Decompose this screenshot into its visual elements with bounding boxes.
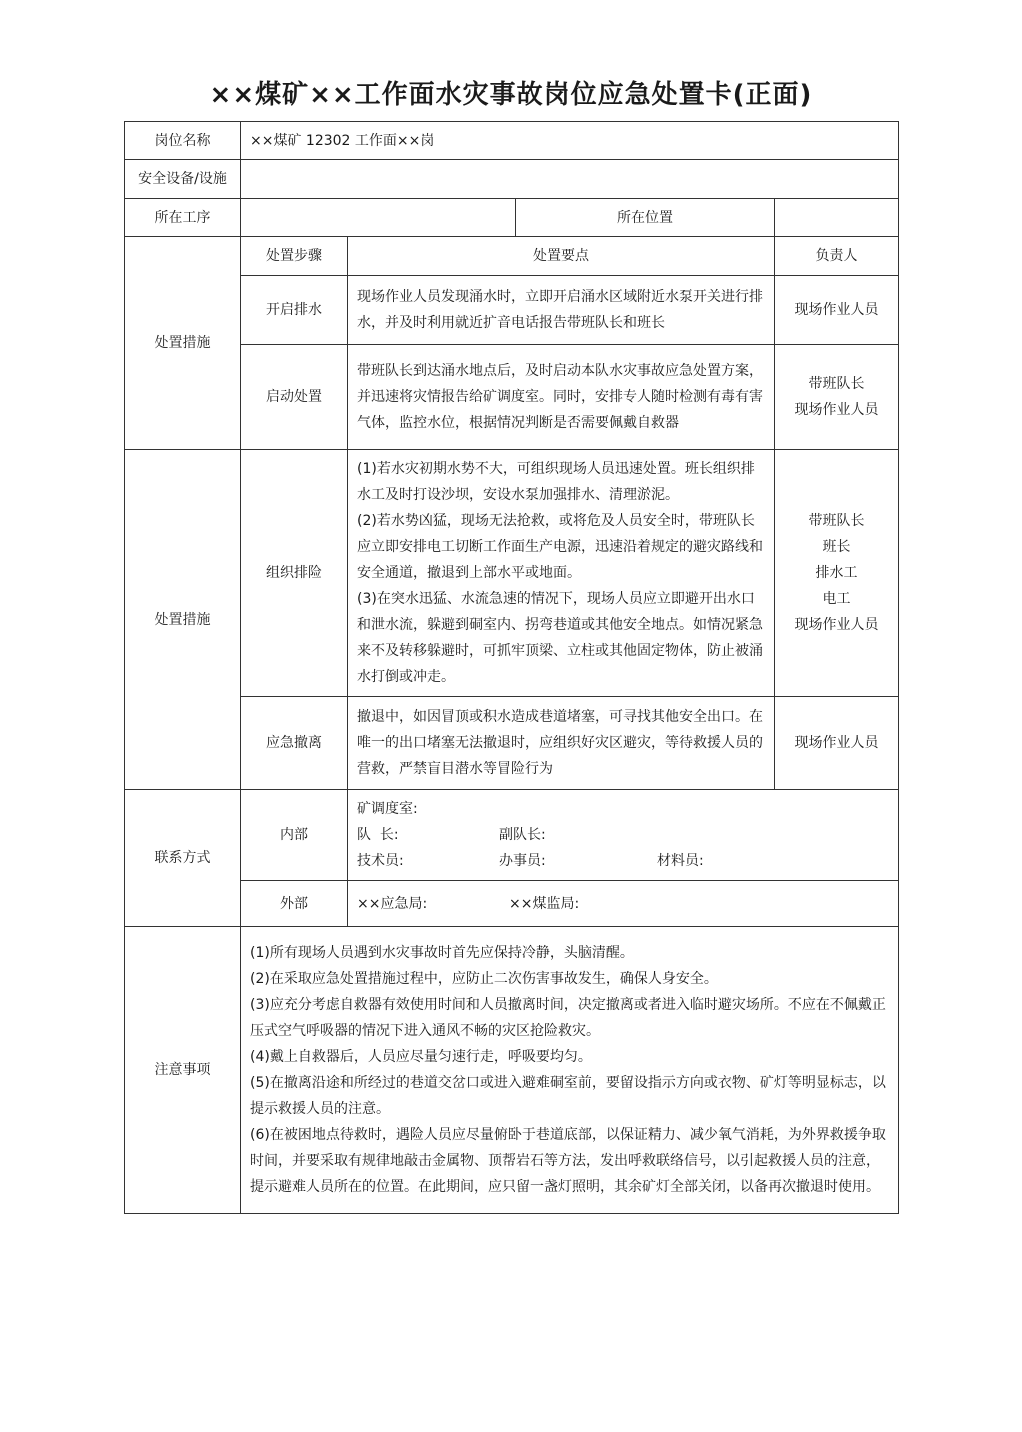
process-label: 所在工序 — [125, 199, 241, 237]
equipment-label: 安全设备/设施 — [125, 160, 241, 199]
note-item: (2)在采取应急处置措施过程中，应防止二次伤害事故发生，确保人身安全。 — [250, 971, 718, 987]
responsible-person: 现场作业人员 — [794, 617, 879, 633]
note-item: (6)在被困地点待救时，遇险人员应尽量俯卧于巷道底部，以保证精力、减少氧气消耗，为外界救援争取时间，并要采取有规律地敲击金属物、顶帮岩石等方法，发出呼救联络信号，以引起救援人员的注意，提示避难人员所在的位置。在此期间，应只留一盏灯照明，其余矿灯全部关闭，以备再次撤退时使用。 — [250, 1127, 886, 1195]
contact-internal-details — [348, 790, 899, 881]
measure-responsible — [775, 345, 899, 450]
vice-captain-contact: 副队长: — [499, 827, 546, 843]
measure-row — [125, 345, 899, 450]
measures-label-2: 处置措施 — [125, 450, 241, 790]
measure-text — [348, 697, 775, 790]
measure-paragraph: 撤退中，如因冒顶或积水造成巷道堵塞，可寻找其他安全出口。在唯一的出口堵塞无法撤退时，应组织好灾区避灾，等待救援人员的营救，严禁盲目潜水等冒险行为 — [357, 709, 763, 777]
measure-row — [125, 697, 899, 790]
header-responsible: 负责人 — [775, 237, 899, 276]
measure-text — [348, 450, 775, 697]
process-value — [241, 199, 516, 237]
header-step: 处置步骤 — [241, 237, 348, 276]
material-contact: 材料员: — [657, 853, 704, 869]
technician-contact: 技术员: — [357, 853, 404, 869]
responsible-person: 现场作业人员 — [794, 302, 879, 318]
note-item: (1)所有现场人员遇到水灾事故时首先应保持冷静，头脑清醒。 — [250, 945, 634, 961]
dispatch-contact: 矿调度室: — [357, 801, 418, 817]
notes-label: 注意事项 — [125, 927, 241, 1214]
responsible-person: 带班队长 — [808, 376, 865, 392]
responsible-person: 现场作业人员 — [794, 735, 879, 751]
measure-step: 启动处置 — [241, 345, 348, 450]
measure-step: 组织排险 — [241, 450, 348, 697]
note-item: (4)戴上自救器后，人员应尽量匀速行走，呼吸要均匀。 — [250, 1049, 592, 1065]
measure-row — [125, 450, 899, 697]
measures-header-row — [125, 237, 899, 276]
post-label: 岗位名称 — [125, 122, 241, 160]
emergency-bureau-contact: ××应急局: — [357, 895, 428, 912]
post-value: ××煤矿 12302 工作面××岗 — [241, 122, 899, 160]
responsible-person: 电工 — [822, 591, 851, 607]
emergency-card-table — [124, 121, 899, 1214]
location-value — [775, 199, 899, 237]
notes-row — [125, 927, 899, 1214]
equipment-row — [125, 160, 899, 199]
measure-step: 开启排水 — [241, 276, 348, 345]
contact-internal-row — [125, 790, 899, 881]
measure-responsible — [775, 276, 899, 345]
contact-line — [357, 822, 890, 848]
captain-contact: 队 长: — [357, 827, 399, 843]
responsible-person: 班长 — [822, 539, 851, 555]
responsible-person: 带班队长 — [808, 513, 865, 529]
process-row — [125, 199, 899, 237]
measure-paragraph: (2)若水势凶猛，现场无法抢救，或将危及人员安全时，带班队长应立即安排电工切断工作面生产电源，迅速沿着规定的避灾路线和安全通道，撤退到上部水平或地面。 — [357, 513, 763, 581]
measure-row — [125, 276, 899, 345]
measure-responsible — [775, 697, 899, 790]
supervision-bureau-contact: ××煤监局: — [509, 895, 580, 912]
contact-internal-label: 内部 — [241, 790, 348, 881]
note-item: (5)在撤离沿途和所经过的巷道交岔口或进入避难硐室前，要留设指示方向或衣物、矿灯等明显标志，以提示救援人员的注意。 — [250, 1075, 886, 1117]
contact-line — [357, 891, 890, 917]
clerk-contact: 办事员: — [499, 853, 546, 869]
contact-external-label: 外部 — [241, 881, 348, 927]
responsible-person: 现场作业人员 — [794, 402, 879, 418]
post-row — [125, 122, 899, 160]
equipment-value — [241, 160, 899, 199]
note-item: (3)应充分考虑自救器有效使用时间和人员撤离时间，决定撤离或者进入临时避灾场所。不应在不佩戴正压式空气呼吸器的情况下进入通风不畅的灾区抢险救灾。 — [250, 997, 886, 1039]
contact-line — [357, 848, 890, 874]
header-key-points: 处置要点 — [348, 237, 775, 276]
contact-line — [357, 796, 890, 822]
measure-text: 带班队长到达涌水地点后，及时启动本队水灾事故应急处置方案，并迅速将灾情报告给矿调度室。同时，安排专人随时检测有毒有害气体，监控水位，根据情况判断是否需要佩戴自救器 — [348, 345, 775, 450]
measure-paragraph: (3)在突水迅猛、水流急速的情况下，现场人员应立即避开出水口和泄水流，躲避到硐室内、拐弯巷道或其他安全地点。如情况紧急来不及转移躲避时，可抓牢顶梁、立柱或其他固定物体，防止被涌水打倒或冲走。 — [357, 591, 763, 685]
measure-step: 应急撤离 — [241, 697, 348, 790]
location-label: 所在位置 — [516, 199, 775, 237]
measure-responsible — [775, 450, 899, 697]
contact-external-row — [125, 881, 899, 927]
contact-label: 联系方式 — [125, 790, 241, 927]
page-title: ××煤矿××工作面水灾事故岗位应急处置卡(正面) — [209, 80, 813, 110]
notes-content — [241, 927, 899, 1214]
contact-external-details — [348, 881, 899, 927]
measure-text: 现场作业人员发现涌水时，立即开启涌水区域附近水泵开关进行排水，并及时利用就近扩音电话报告带班队长和班长 — [348, 276, 775, 345]
measure-paragraph: (1)若水灾初期水势不大，可组织现场人员迅速处置。班长组织排水工及时打设沙坝，安设水泵加强排水、清理淤泥。 — [357, 461, 755, 503]
measures-label-1: 处置措施 — [125, 237, 241, 450]
responsible-person: 排水工 — [815, 565, 858, 581]
